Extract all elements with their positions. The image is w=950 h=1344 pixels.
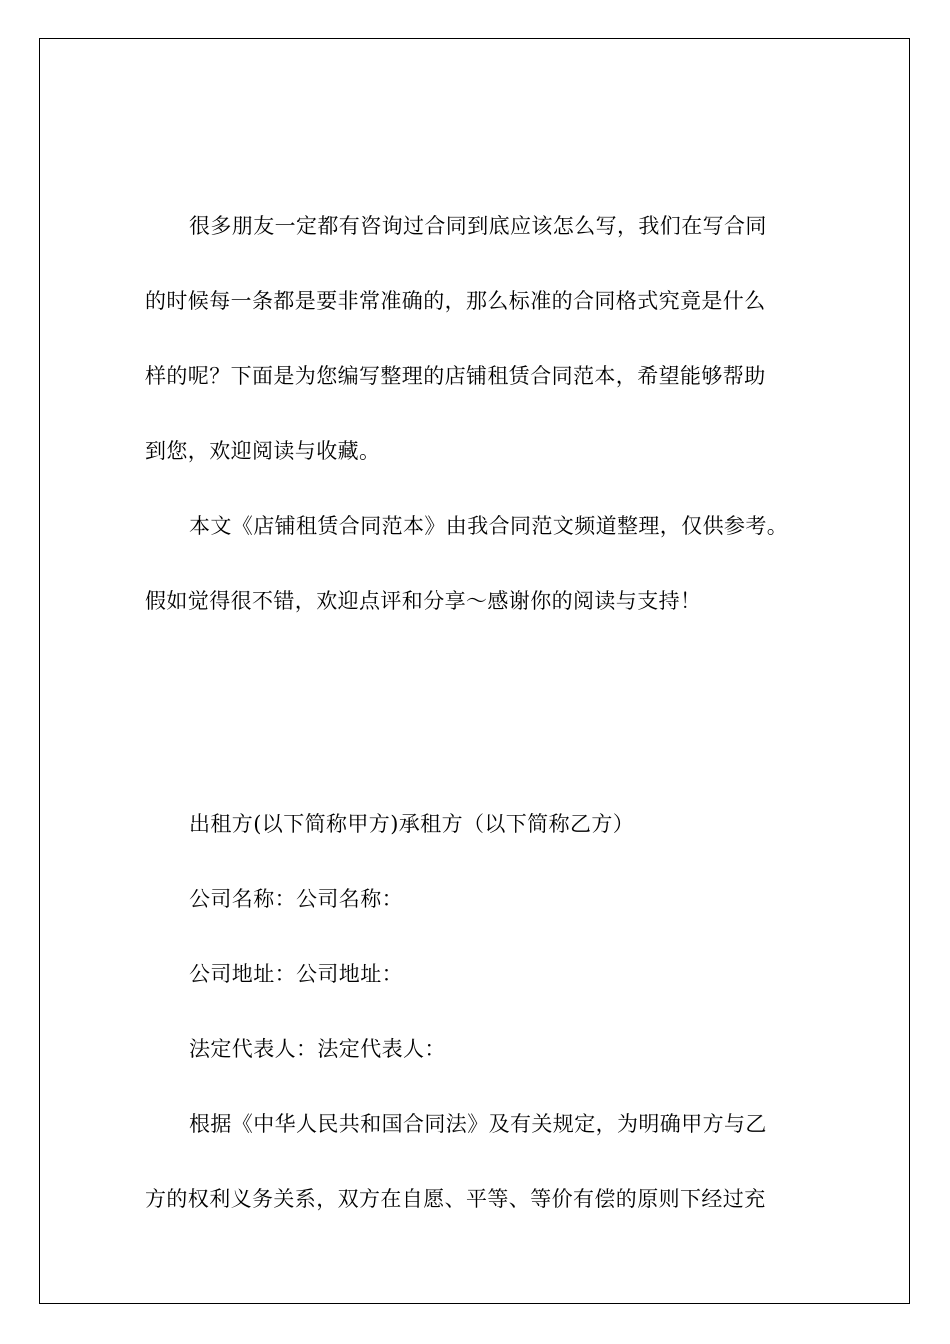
intro-line-3: 样的呢？下面是为您编写整理的店铺租赁合同范本，希望能够帮助: [145, 364, 766, 388]
basis-line-1: 根据《中华人民共和国合同法》及有关规定，为明确甲方与乙: [189, 1112, 767, 1136]
note-line-2: 假如觉得很不错，欢迎点评和分享～感谢你的阅读与支持！: [145, 589, 702, 613]
parties-line: 出租方(以下简称甲方)承租方（以下简称乙方）: [189, 812, 635, 836]
legal-representative-line: 法定代表人：法定代表人：: [189, 1037, 446, 1061]
intro-line-2: 的时候每一条都是要非常准确的，那么标准的合同格式究竟是什么: [145, 289, 766, 313]
company-address-line: 公司地址：公司地址：: [189, 962, 403, 986]
basis-line-2: 方的权利义务关系，双方在自愿、平等、等价有偿的原则下经过充: [145, 1187, 766, 1211]
note-line-1: 本文《店铺租赁合同范本》由我合同范文频道整理，仅供参考。: [189, 514, 789, 538]
company-name-line: 公司名称：公司名称：: [189, 887, 403, 911]
intro-line-1: 很多朋友一定都有咨询过合同到底应该怎么写，我们在写合同: [189, 214, 767, 238]
intro-line-4: 到您，欢迎阅读与收藏。: [145, 439, 381, 463]
